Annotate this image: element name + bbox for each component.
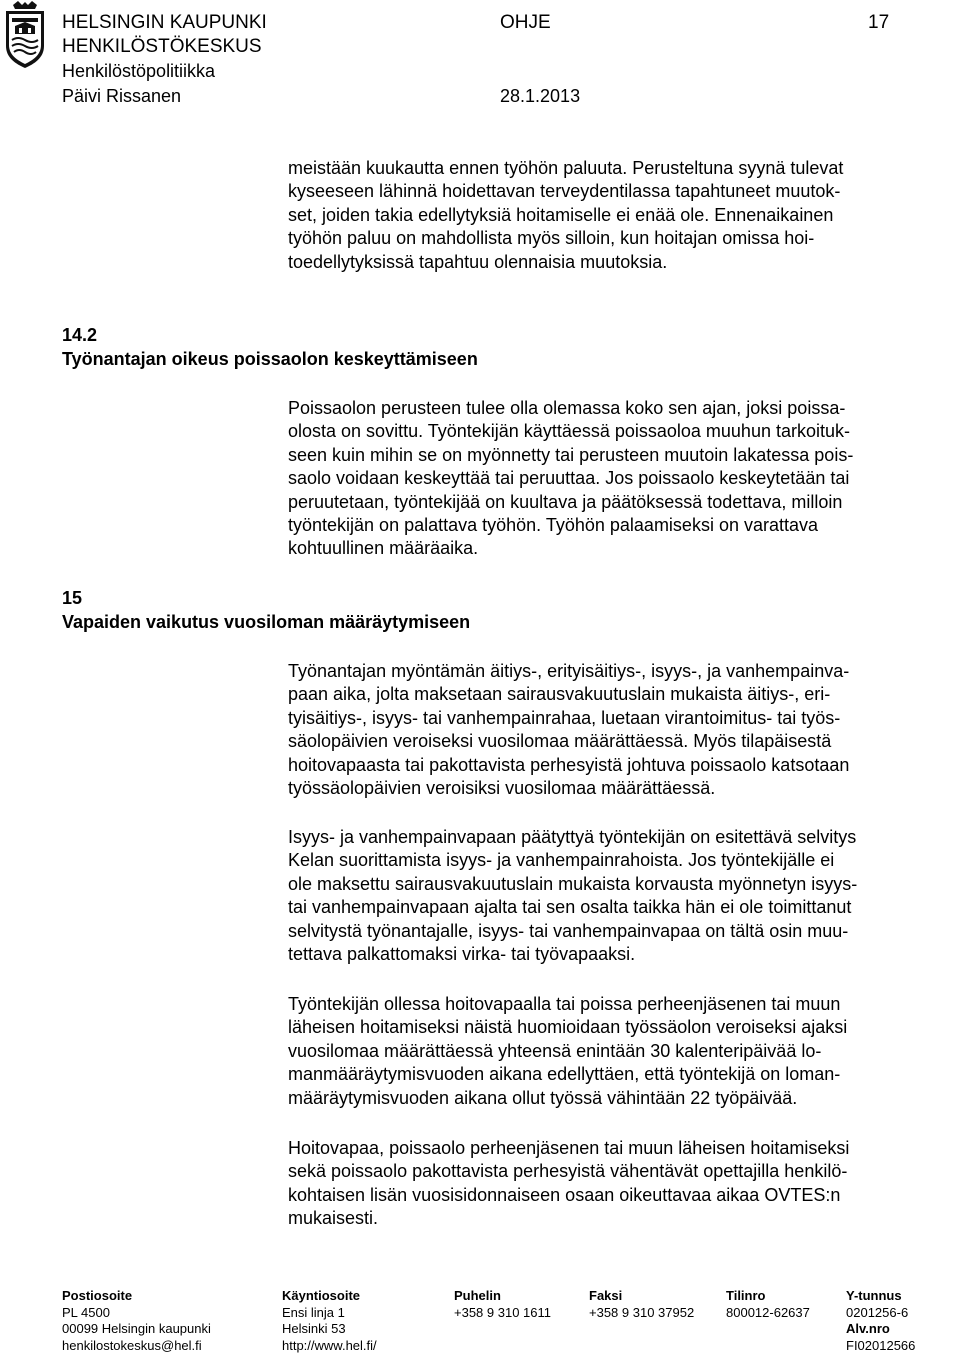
footer-label: Käyntiosoite bbox=[282, 1288, 361, 1303]
text-line: työssäolopäivien veroisiksi vuosilomaa määrättäessä. bbox=[288, 778, 716, 799]
footer-value: FI02012566 bbox=[846, 1337, 916, 1353]
text-line: ole maksettu sairausvakuutuslain mukaista korvausta myönnetyn isyys- bbox=[288, 873, 858, 894]
text-line: tettava palkattomaksi virka- tai työvapaaksi. bbox=[288, 944, 636, 965]
footer-business-id bbox=[846, 1288, 915, 1354]
text-line: Työntekijän ollessa hoitovapaalla tai poissa perheenjäsenen tai muun bbox=[288, 994, 841, 1014]
page-number: 17 bbox=[868, 12, 890, 33]
footer-value: +358 9 310 37952 bbox=[589, 1304, 695, 1320]
footer-fax bbox=[589, 1288, 694, 1321]
text-line: mukaisesti. bbox=[288, 1208, 379, 1229]
text-line: set, joiden takia edellytyksiä hoitamiselle ei enää ole. Ennenaikainen bbox=[288, 204, 834, 225]
section-15-paragraph-2 bbox=[288, 826, 943, 966]
document-type: OHJE bbox=[500, 12, 551, 33]
footer-label: Faksi bbox=[589, 1288, 623, 1303]
text-line: vuosilomaa määrättäessä yhteensä enintään 30 kalenteripäivää lo- bbox=[288, 1040, 822, 1061]
footer-phone bbox=[454, 1288, 551, 1321]
footer-value: Helsinki 53 bbox=[282, 1321, 346, 1336]
text-line: Työnantajan myöntämän äitiys-, erityisäitiys-, isyys-, ja vanhempainva- bbox=[288, 661, 850, 681]
footer-value: Ensi linja 1 bbox=[282, 1304, 345, 1320]
section-number: 14.2 bbox=[62, 325, 98, 345]
text-line: toedellytyksissä tapahtuu olennaisia muutoksia. bbox=[288, 251, 668, 272]
document-date: 28.1.2013 bbox=[500, 86, 581, 106]
section-15-paragraph-1 bbox=[288, 660, 943, 800]
text-line: tai vanhempainvapaan ajalta tai sen osalta taikka hän ei ole toimittanut bbox=[288, 897, 852, 918]
footer-website[interactable]: http://www.hel.fi/ bbox=[282, 1337, 377, 1353]
helsinki-coat-of-arms-icon bbox=[0, 0, 50, 70]
footer-value: +358 9 310 1611 bbox=[454, 1304, 551, 1320]
section-15-heading bbox=[62, 586, 470, 634]
footer-label: Tilinro bbox=[726, 1288, 766, 1303]
section-15-paragraph-3 bbox=[288, 993, 943, 1110]
text-line: läheisen hoitamiseksi näistä huomioidaan työssäolon veroiseksi ajaksi bbox=[288, 1017, 848, 1038]
footer-visiting-address bbox=[282, 1288, 377, 1354]
text-line: seen kuin mihin se on myönnetty tai perusteen muutoin lakatessa pois- bbox=[288, 444, 854, 465]
text-line: peruutetaan, työntekijää on kuultava ja päätöksessä todettava, milloin bbox=[288, 491, 843, 512]
footer-label: Puhelin bbox=[454, 1288, 501, 1303]
text-line: säolopäivien veroiseksi vuosilomaa määrättäessä. Myös tilapäisestä bbox=[288, 731, 832, 752]
text-line: manmääräytymisvuoden aikana edellyttäen, että työntekijä on loman- bbox=[288, 1064, 841, 1085]
section-14-2-paragraph bbox=[288, 397, 943, 561]
footer-account bbox=[726, 1288, 810, 1321]
text-line: hoitovapaasta tai pakottavista perhesyistä johtuva poissaolo katsotaan bbox=[288, 754, 850, 775]
text-line: paan aika, jolta maksetaan sairausvakuutuslain mukaista äitiys-, eri- bbox=[288, 684, 831, 705]
text-line: kyseeseen lähinnä hoidettavan terveydentilassa tapahtuneet muutok- bbox=[288, 181, 841, 202]
author-name: Päivi Rissanen bbox=[62, 86, 182, 106]
text-line: työhön paluu on mahdollista myös silloin, kun hoitajan omissa hoi- bbox=[288, 228, 815, 249]
footer-value: PL 4500 bbox=[62, 1304, 110, 1320]
footer-postal-address bbox=[62, 1288, 211, 1354]
text-line: selvitystä työnantajalle, isyys- tai vanhempainvapaa on tältä osin muu- bbox=[288, 920, 849, 941]
section-14-2-heading bbox=[62, 323, 478, 371]
section-title: Vapaiden vaikutus vuosiloman määräytymiseen bbox=[62, 612, 471, 632]
section-title: Työnantajan oikeus poissaolon keskeyttämiseen bbox=[62, 349, 478, 369]
footer-email[interactable]: henkilostokeskus@hel.fi bbox=[62, 1337, 202, 1353]
text-line: olosta on sovittu. Työntekijän käyttäessä poissaoloa muuhun tarkoituk- bbox=[288, 421, 850, 442]
section-number: 15 bbox=[62, 588, 83, 608]
text-line: Poissaolon perusteen tulee olla olemassa koko sen ajan, joksi poissa- bbox=[288, 398, 846, 418]
text-line: Isyys- ja vanhempainvapaan päätyttyä työntekijän on esitettävä selvitys bbox=[288, 827, 857, 847]
organization-name: HELSINGIN KAUPUNKI bbox=[62, 12, 267, 33]
footer-label: Y-tunnus bbox=[846, 1288, 902, 1303]
intro-paragraph bbox=[288, 157, 943, 274]
text-line: tyisäitiys-, isyys- tai vanhempainrahaa, luetaan virantoimitus- tai työs- bbox=[288, 707, 841, 728]
text-line: työntekijän on palattava työhön. Työhön palaamiseksi on varattava bbox=[288, 515, 819, 536]
text-line: Kelan suorittamista isyys- ja vanhempainrahoista. Jos työntekijälle ei bbox=[288, 850, 835, 871]
text-line: meistään kuukautta ennen työhön paluuta. Perusteltuna syynä tulevat bbox=[288, 158, 844, 178]
footer-value: 800012-62637 bbox=[726, 1304, 810, 1320]
footer-label: Alv.nro bbox=[846, 1321, 890, 1336]
text-line: määräytymisvuoden aikana ollut työssä vähintään 22 työpäivää. bbox=[288, 1087, 798, 1108]
text-line: sekä poissaolo pakottavista perhesyistä vähentävät opettajilla henkilö- bbox=[288, 1161, 848, 1182]
footer-label: Postiosoite bbox=[62, 1288, 133, 1303]
text-line: kohtuullinen määräaika. bbox=[288, 538, 479, 559]
department-name: HENKILÖSTÖKESKUS bbox=[62, 36, 262, 57]
footer-value: 00099 Helsingin kaupunki bbox=[62, 1321, 211, 1336]
text-line: kohtaisen lisän vuosisidonnaiseen osaan oikeuttavaa aikaa OVTES:n bbox=[288, 1184, 841, 1205]
text-line: Hoitovapaa, poissaolo perheenjäsenen tai muun läheisen hoitamiseksi bbox=[288, 1138, 850, 1158]
section-15-paragraph-4 bbox=[288, 1137, 943, 1231]
footer-value: 0201256-6 bbox=[846, 1304, 909, 1320]
text-line: saolo voidaan keskeyttää tai peruuttaa. Jos poissaolo keskeytetään tai bbox=[288, 468, 850, 489]
unit-name: Henkilöstöpolitiikka bbox=[62, 61, 216, 81]
